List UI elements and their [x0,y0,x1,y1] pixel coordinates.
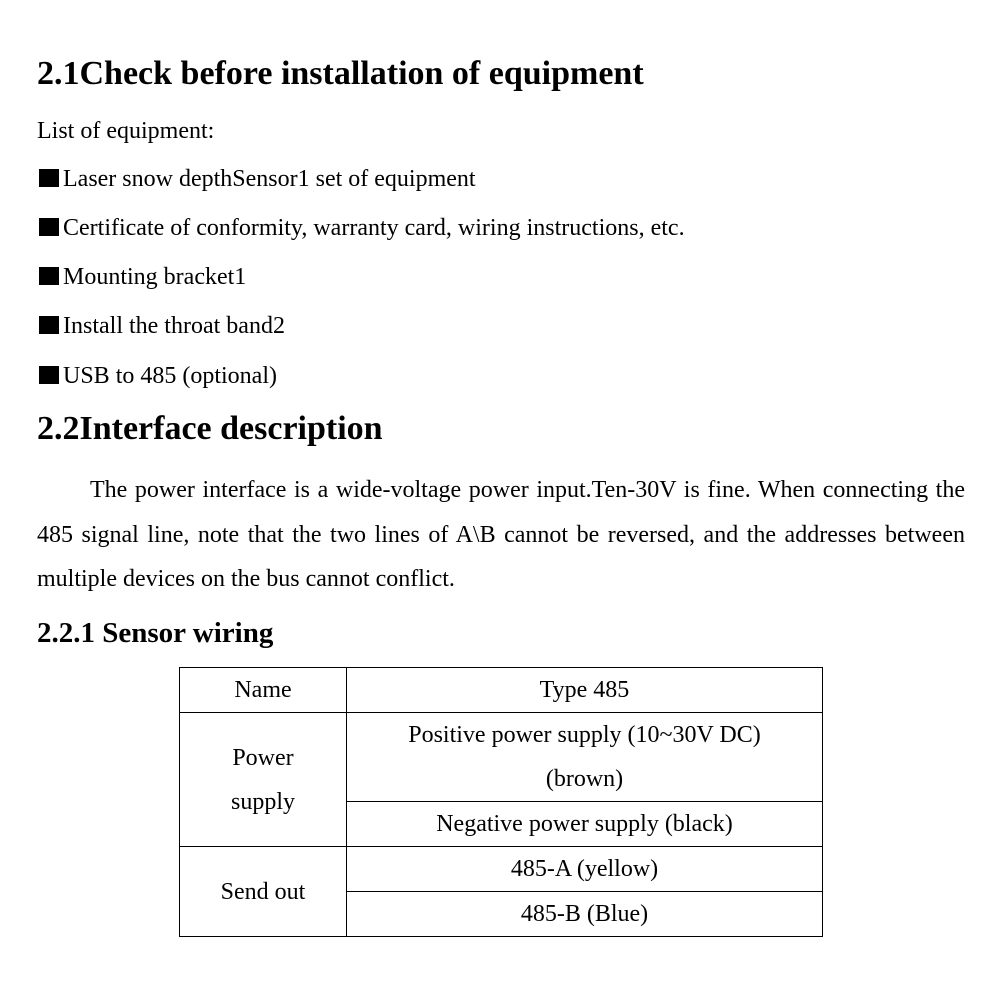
list-item-text: Install the throat band2 [63,313,285,339]
table-row [180,668,823,713]
list-item-text: Laser snow depthSensor1 set of equipment [63,166,476,192]
power-supply-label-cell [180,713,347,847]
positive-power-line2: (brown) [545,766,624,792]
sensor-wiring-table [179,667,823,937]
square-bullet-icon [39,366,59,384]
list-item [37,361,277,391]
square-bullet-icon [39,169,59,187]
section-2-2-heading: 2.2Interface description [37,410,383,447]
power-supply-label-line1: Power [232,744,294,771]
list-item [37,311,285,341]
send-out-label-cell: Send out [180,847,347,937]
interface-description-paragraph: The power interface is a wide-voltage power input.Ten-30V is fine. When connecting the 485 signal line, note that the two lines of A\B cannot be reversed, and the addresses between multiple devices on the bus cannot conflict. [37,477,965,592]
list-item [37,213,685,243]
positive-power-line1: Positive power supply (10~30V DC) [408,722,761,748]
list-item-text: Certificate of conformity, warranty card, wiring instructions, etc. [63,215,685,241]
table-row [180,847,823,892]
negative-power-cell: Negative power supply (black) [347,802,823,847]
section-2-1-heading: 2.1Check before installation of equipment [37,55,644,92]
list-item-text: Mounting bracket1 [63,264,247,290]
table-row [180,713,823,802]
header-name-cell: Name [180,668,347,713]
485-a-cell: 485-A (yellow) [347,847,823,892]
485-b-cell: 485-B (Blue) [347,892,823,937]
list-item [37,262,246,292]
square-bullet-icon [39,316,59,334]
header-type-cell: Type 485 [347,668,823,713]
list-item-text: USB to 485 (optional) [63,363,277,389]
section-2-2-1-heading: 2.2.1 Sensor wiring [37,617,274,649]
list-item [37,164,476,194]
positive-power-cell [347,713,823,802]
square-bullet-icon [39,218,59,236]
square-bullet-icon [39,267,59,285]
equipment-list-intro: List of equipment: [37,118,215,144]
power-supply-label-line2: supply [230,788,295,815]
